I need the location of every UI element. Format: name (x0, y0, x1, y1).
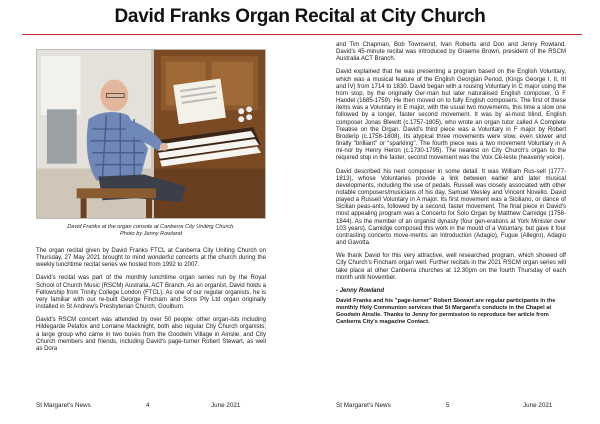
organist-photo (36, 49, 266, 219)
paragraph: David described his next composer in some detail. It was William Rus-sell (1777-1813), whose Voluntaries provide a link between earlier and later musical developments, including the use of pedals. Russell was closely associated with other notable composers/musicians of his day, Samuel Wesley and Vincent Novello. David played a Russell Voluntary in A major. Its first movement was a Siciliano, or dance of Sicilian peas-ants, followed by a second, faster movement. The final piece in David's most appealing program was a Concerto for Solo Organ by Matthew Camidge (1758-1844). As the member of an organist dynasty (four gen-erations at York Minister over 103 years), Camidge composed this work in the mould of a Voluntary, but gave it four contrasting concerto move-ments: an Introduction (Adagio), Fugue (Allegro), Adagio and Gavotta. (336, 168, 566, 247)
footer-page-number-right: 5 (446, 402, 450, 409)
title-divider (22, 34, 582, 35)
paragraph: David's recital was part of the monthly lunchtime organ series run by the Royal School of Church Music (RSCM) Australia, ACT Branch. As an organist, David holds a Fellowship from Trinity College London (FTCL). As one of our regular organists, he is very familiar with our re-built George Fincham and Sons Pty Ltd organ originally installed in St Andrew's Presbyterian Church, Goulburn. (36, 275, 266, 311)
author-signature: - Jenny Rowland (336, 287, 385, 294)
footer-publication-right: St Margaret's News (336, 402, 391, 409)
left-article-column (36, 248, 266, 359)
footer-page-number-left: 4 (146, 402, 150, 409)
paragraph: David's RSCM concert was attended by over 50 people: other organ-ists including Hildegarde Pelafox and Lorraine Macknight, both also regular City Church organists; a large group who came in two buses from the Goodwin Village in Ainslie; and City Church members and friends, including David's page-turner Robert Stewart, as well as Dora (36, 317, 266, 352)
right-article-column (336, 42, 566, 332)
footer-date-right: June 2021 (523, 402, 553, 409)
photo-caption-line: David Franks at the organ console at Canberra City Uniting Church. (67, 224, 235, 230)
footer-date-left: June 2021 (211, 402, 241, 409)
footer-publication-left: St Margaret's News (36, 402, 91, 409)
photo-credit-line: Photo by Jenny Rowland (120, 231, 182, 237)
paragraph: and Tim Chapman, Bob Townsend, Ivan Roberts and Don and Jenny Rowland. David's 45-minute recital was introduced by Graeme Brown, president of the RSCM Australia ACT Branch. (336, 42, 566, 63)
credit-note: David Franks and his "page-turner" Robert Stewart are regular participants in the monthly Holy Communion services that St Margaret's conducts in the Chapel at Goodwin Ainslie. Thanks to Jenny for permission to reproduce her article from Canberra City's magazine Contact. (336, 298, 556, 325)
page-title: David Franks Organ Recital at City Church (114, 6, 486, 27)
paragraph: The organ recital given by David Franks FTCL at Canberra City Uniting Church on Thursday, 27 May 2021 brought to mind wonderful concerts at the church during the weekly lunchtime recital series we hosted from 1992 to 2007. (36, 248, 266, 269)
photo-caption (36, 224, 266, 238)
paragraph: We thank David for this very attractive, well researched program, which showed off City Church's Fincham organ well. Further recitals in the 2021 RSCM organ series will take place at other Canberra churches at 12.30pm on the fourth Thursday of each month until November. (336, 253, 566, 281)
paragraph: David explained that he was presenting a program based on the English Voluntary, which was a musical feature of the English Georgian Period, (Kings George I, II, III and IV) from 1714 to 1830. David began with a rousing Voluntary in C major using the horn stop, by the originally Ger-man but later naturalised English composer, G F Handel (1685-1759). He then moved on to fully English composers. The first of these items was a Voluntary in E major, with the usual two movements, this time a slow one followed by a longer, faster second movement. It was by al-most blind, English composer Jonas Blewitt (c.1757-1805), who wrote an organ tutor called A Complete Treatise on the Organ. David's third piece was a Voluntary in F major by Robert Broderip (c.1758-1808). Its atypical three movements were slow, even slower and finally "brilliant" or "sparkling". The fourth piece was a two movement Voluntary in A mi-nor by Henry Heron (c.1730-1795). The nearest on City Church's organ to the required stop in the faster, second movement was the Voix Cé-leste (heavenly voice). (336, 69, 566, 162)
